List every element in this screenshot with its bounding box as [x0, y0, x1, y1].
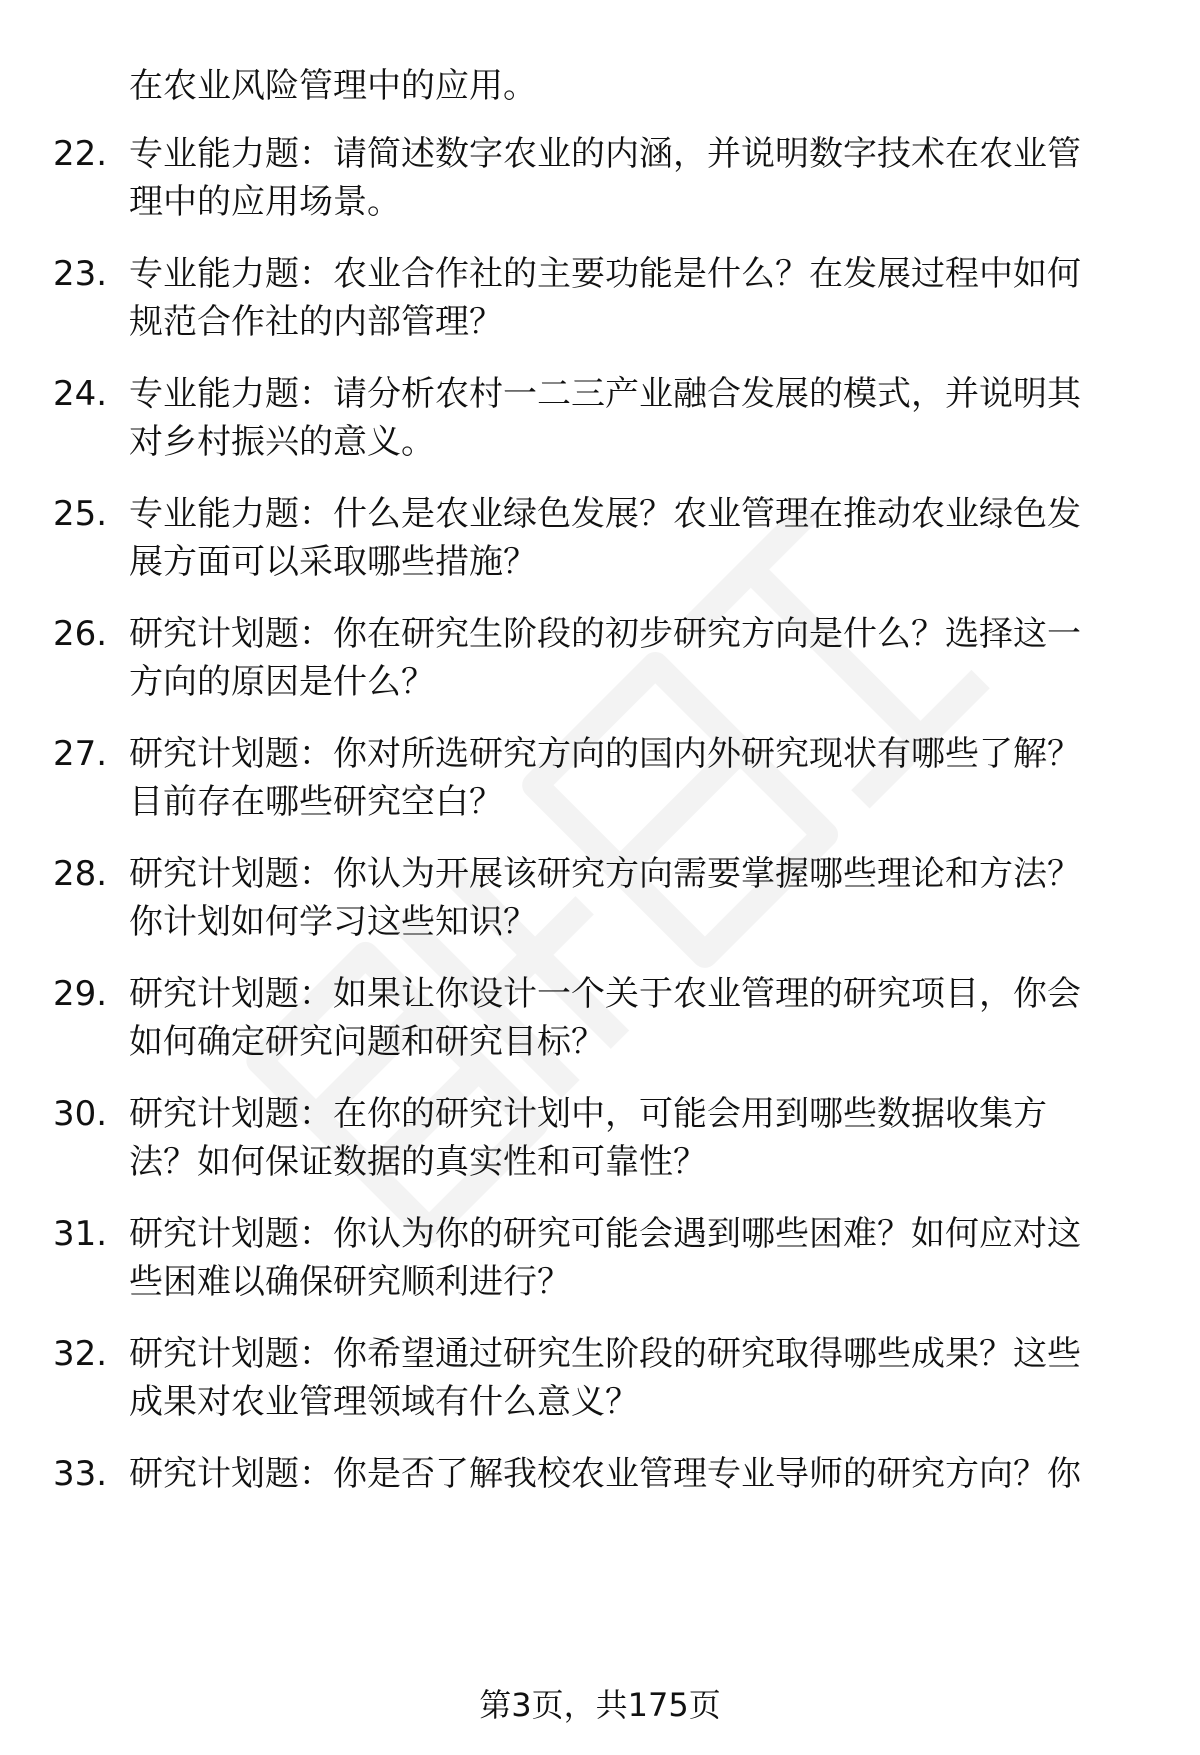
- question-number: 32.: [53, 1334, 108, 1374]
- question-item-26: [53, 610, 1133, 706]
- question-number: 30.: [53, 1094, 108, 1134]
- question-text-line-2: 展方面可以采取哪些措施？: [129, 542, 537, 582]
- question-item-32: [53, 1330, 1133, 1426]
- question-text-line-2: 些困难以确保研究顺利进行？: [129, 1262, 571, 1302]
- question-item-23: [53, 250, 1133, 346]
- question-text-line-1: 专业能力题：请简述数字农业的内涵，并说明数字技术在农业管: [129, 134, 1081, 174]
- question-number: 33.: [53, 1454, 108, 1494]
- question-text-line-1: 研究计划题：你认为开展该研究方向需要掌握哪些理论和方法？: [129, 854, 1081, 894]
- question-text-line-2: 方向的原因是什么？: [129, 662, 435, 702]
- question-text-line-1: 专业能力题：农业合作社的主要功能是什么？在发展过程中如何: [129, 254, 1081, 294]
- question-text-line-1: 研究计划题：你是否了解我校农业管理专业导师的研究方向？你: [129, 1454, 1081, 1494]
- question-text-line-1: 研究计划题：你希望通过研究生阶段的研究取得哪些成果？这些: [129, 1334, 1081, 1374]
- question-number: 28.: [53, 854, 108, 894]
- continued-text-line: 在农业风险管理中的应用。: [129, 66, 537, 106]
- question-text-line-1: 研究计划题：你认为你的研究可能会遇到哪些困难？如何应对这: [129, 1214, 1081, 1254]
- question-text-line-1: 研究计划题：如果让你设计一个关于农业管理的研究项目，你会: [129, 974, 1081, 1014]
- question-item-29: [53, 970, 1133, 1066]
- question-text-line-1: 专业能力题：请分析农村一二三产业融合发展的模式，并说明其: [129, 374, 1081, 414]
- question-number: 25.: [53, 494, 108, 534]
- question-item-28: [53, 850, 1133, 946]
- question-text-line-2: 成果对农业管理领域有什么意义？: [129, 1382, 639, 1422]
- question-number: 23.: [53, 254, 108, 294]
- question-number: 22.: [53, 134, 108, 174]
- question-text-line-2: 你计划如何学习这些知识？: [129, 902, 537, 942]
- question-text-line-1: 研究计划题：你在研究生阶段的初步研究方向是什么？选择这一: [129, 614, 1081, 654]
- question-item-27: [53, 730, 1133, 826]
- question-number: 29.: [53, 974, 108, 1014]
- page-number-footer: 第3页，共175页: [479, 1686, 721, 1724]
- question-text-line-2: 目前存在哪些研究空白？: [129, 782, 503, 822]
- question-text-line-1: 研究计划题：你对所选研究方向的国内外研究现状有哪些了解？: [129, 734, 1081, 774]
- question-text-line-2: 规范合作社的内部管理？: [129, 302, 503, 342]
- question-text-line-2: 法？如何保证数据的真实性和可靠性？: [129, 1142, 707, 1182]
- question-item-33: [53, 1450, 1133, 1498]
- question-text-line-1: 研究计划题：在你的研究计划中，可能会用到哪些数据收集方: [129, 1094, 1047, 1134]
- question-item-31: [53, 1210, 1133, 1306]
- question-number: 27.: [53, 734, 108, 774]
- question-item-30: [53, 1090, 1133, 1186]
- question-text-line-2: 理中的应用场景。: [129, 182, 401, 222]
- question-number: 24.: [53, 374, 108, 414]
- question-text-line-1: 专业能力题：什么是农业绿色发展？农业管理在推动农业绿色发: [129, 494, 1081, 534]
- question-number: 26.: [53, 614, 108, 654]
- question-text-line-2: 如何确定研究问题和研究目标？: [129, 1022, 605, 1062]
- question-text-line-2: 对乡村振兴的意义。: [129, 422, 435, 462]
- question-item-22: [53, 130, 1133, 226]
- question-item-24: [53, 370, 1133, 466]
- question-item-25: [53, 490, 1133, 586]
- question-number: 31.: [53, 1214, 108, 1254]
